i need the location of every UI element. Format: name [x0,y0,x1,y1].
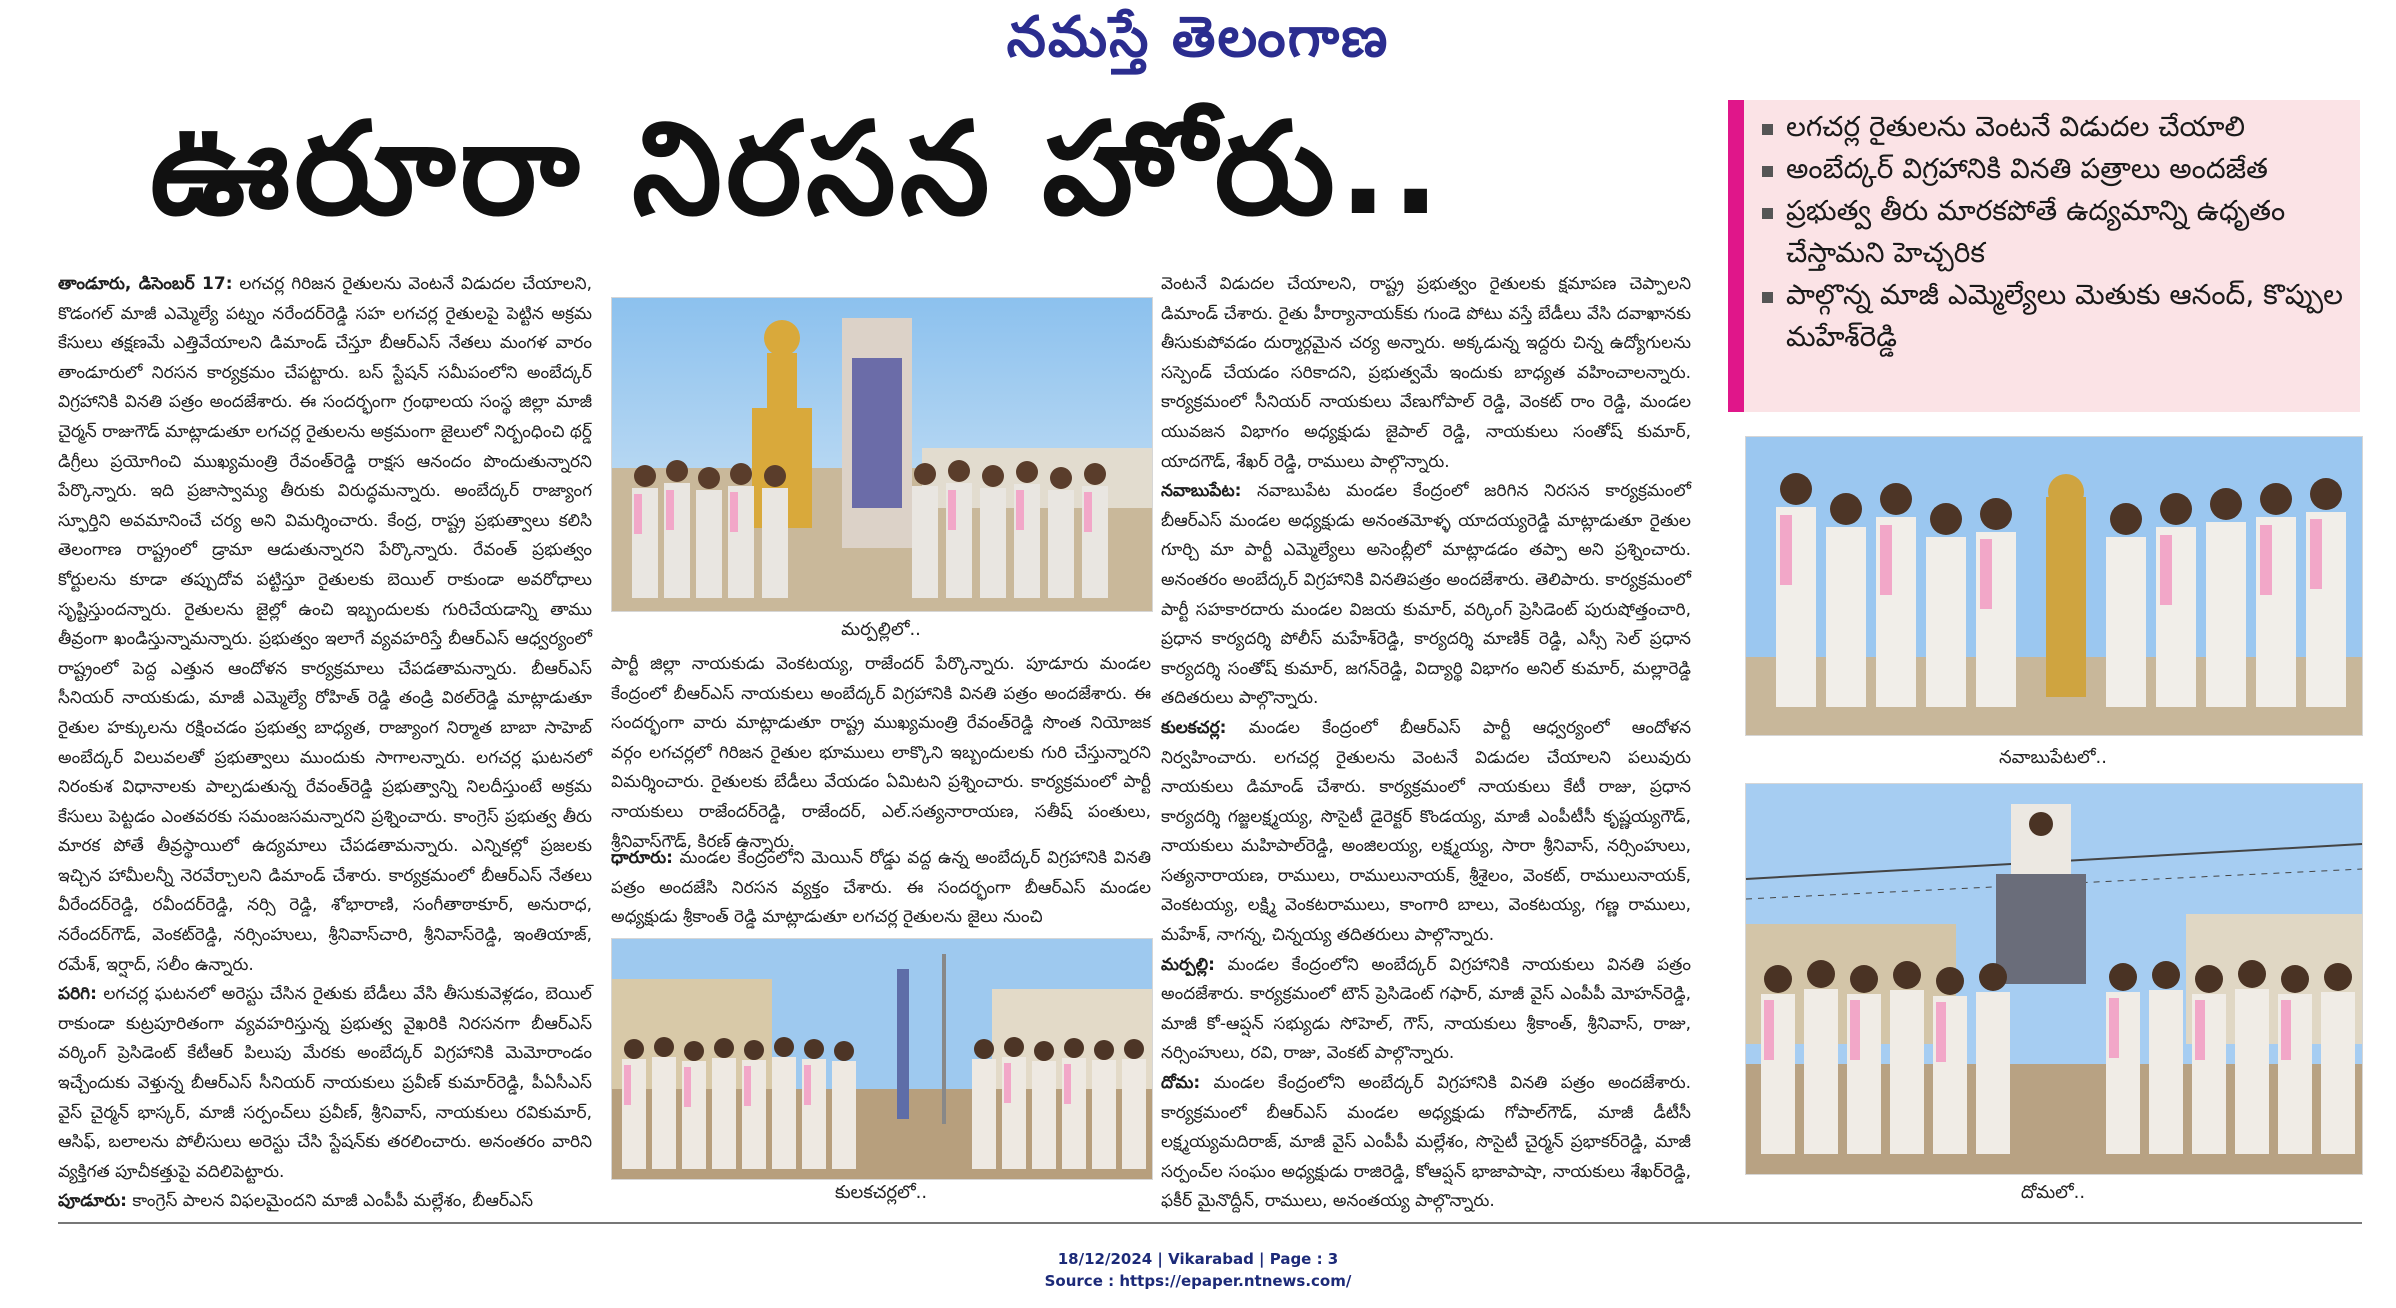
bottom-divider [58,1222,2362,1224]
photo-doma [1745,783,2363,1175]
paragraph-text: లగచర్ల ఘటనలో అరెస్టు చేసిన రైతుకు బేడీలు వేసి తీసుకువెళ్లడం, బెయిల్ రాకుండా కుట్రపూరితంగా వ్యవహరిస్తున్న ప్రభుత్వ వైఖరికి నిరసనగా బీఆర్ఎస్ వర్కింగ్ ప్రెసిడెంట్ కేటీఆర్ పిలుపు మేరకు అంబేద్కర్ విగ్రహానికి మెమోరాండం ఇచ్చేందుకు వెళ్తున్న బీఆర్ఎస్ సీనియర్ నాయకులు ప్రవీణ్ కుమార్‌రెడ్డి, పీఏసీఎస్ వైస్ చైర్మన్ భాస్కర్, మాజీ సర్పంచ్‌లు ప్రవీణ్, శ్రీనివాస్, నాయకులు రవికుమార్, ఆసిఫ్, బలాలను పోలీసులు అరెస్టు చేసి స్టేషన్‌కు తరలించారు. అనంతరం వారిని వ్యక్తిగత పూచీకత్తుపై వదిలిపెట్టారు. [58,984,592,1182]
paragraph-pudur-cont: పార్టీ జిల్లా నాయకుడు వెంకటయ్య, రాజేందర్ పేర్కొన్నారు. పూడూరు మండల కేంద్రంలో బీఆర్ఎస్ నాయకులు అంబేద్కర్ విగ్రహానికి వినతి పత్రం అందజేశారు. ఈ సందర్భంగా వారు మాట్లాడుతూ రాష్ట్ర ముఖ్యమంత్రి రేవంత్‌రెడ్డి సొంత నియోజక వర్గం లగచర్లలో గిరిజన రైతుల భూములు లాక్కొని ఇబ్బందులకు గురి చేస్తున్నారని విమర్శించారు. రైతులకు బేడీలు వేయడం ఏమిటని ప్రశ్నించారు. కార్యక్రమంలో పార్టీ నాయకులు రాజేందర్‌రెడ్డి, రాజేందర్, ఎల్.సత్యనారాయణ, సతీష్ పంతులు, శ్రీనివాస్‌గౌడ్, కిరణ్ ఉన్నారు. [611,654,1151,852]
highlights-box [1728,100,2360,412]
photo-caption: నవాబుపేటలో.. [1999,747,2107,768]
paragraph-text: నవాబుపేట మండల కేంద్రంలో జరిగిన నిరసన కార్యక్రమంలో బీఆర్ఎస్ మండల అధ్యక్షుడు అనంతమోళ్ళ యాదయ్యరెడ్డి మాట్లాడుతూ రైతుల గూర్చి మా పార్టీ ఎమ్మెల్యేలు అసెంబ్లీలో మాట్లాడడం తప్పా అని ప్రశ్నించారు. అనంతరం అంబేద్కర్ విగ్రహానికి వినతిపత్రం అందజేశారు. తెలిపారు. కార్యక్రమంలో పార్టీ సహకారదారు మండల విజయ కుమార్, వర్కింగ్ ప్రెసిడెంట్ పురుషోత్తంచారి, ప్రధాన కార్యదర్శి పోలీస్ మహేశ్‌రెడ్డి, కార్యదర్శి మాణిక్ రెడ్డి, ఎస్సీ సెల్ ప్రధాన కార్యదర్శి సంతోష్ కుమార్, జగన్‌రెడ్డి, విద్యార్థి విభాగం అనిల్ కుమార్, మల్లారెడ్డి తదితరులు పాల్గొన్నారు. [1161,481,1691,709]
paragraph-dharur-cont: వెంటనే విడుదల చేయాలని, రాష్ట్ర ప్రభుత్వం రైతులకు క్షమాపణ చెప్పాలని డిమాండ్ చేశారు. రైతు హీర్యానాయక్‌కు గుండె పోటు వస్తే బేడీలు వేసి దవాఖానకు తీసుకుపోవడం దుర్మార్గమైన చర్య అన్నారు. అక్కడున్న ఇద్దరు చిన్న ఉద్యోగులను సస్పెండ్ చేయడం సరికాదని, ప్రభుత్వమే ఇందుకు బాధ్యత వహించాలన్నారు. కార్యక్రమంలో సీనియర్ నాయకులు వేణుగోపాల్ రెడ్డి, వెంకట్ రాం రెడ్డి, మండల యువజన విభాగం అధ్యక్షుడు జైపాల్ రెడ్డి, నాయకులు సంతోష్ కుమార్, యాదగౌడ్, శేఖర్ రెడ్డి, రాములు పాల్గొన్నారు. [1161,274,1691,472]
dateline: కులకచర్ల: [1161,717,1227,738]
article-column-2-mid [611,844,1151,934]
headline: ఊరూరా నిరసన హోరు.. [150,95,1444,244]
paragraph-text: మండల కేంద్రంలో బీఆర్ఎస్ పార్టీ ఆధ్వర్యంలో ఆందోళన నిర్వహించారు. లగచర్ల రైతులను వెంటనే విడుదల చేయాలని పలువురు నాయకులు డిమాండ్ చేశారు. కార్యక్రమంలో నాయకులు కేటీ రాజు, ప్రధాన కార్యదర్శి గజ్జలక్ష్మయ్య, సొసైటీ డైరెక్టర్ కొండయ్య, మాజీ ఎంపీటీసీ కృష్ణయ్యగౌడ్, నాయకులు మహిపాల్‌రెడ్డి, అంజిలయ్య, లక్ష్మయ్య, సారా శ్రీనివాస్, నర్సింహులు, సత్యనారాయణ, రాములు, రాములునాయక్, శ్రీశైలం, వెంకట్, రాములునాయక్, వెంకటయ్య, లక్ష్మి వెంకటరాములు, కాంగారి బాలు, వెంకటయ్య, గణ్ణ రాములు, మహేశ్, నాగన్న, చిన్నయ్య తదితరులు పాల్గొన్నారు. [1161,717,1691,946]
masthead: నమస్తే తెలంగాణ [1006,4,1390,70]
photo-caption: దోమలో.. [2020,1182,2086,1203]
dateline: ధారూరు: [611,848,673,868]
paragraph-nawabpet [1161,477,1691,714]
group-photo-image [1746,784,2362,1174]
group-photo-image [612,939,1152,1179]
photo-marpalli [611,297,1153,612]
photo-nawabpet [1745,436,2363,736]
dateline: దోమ: [1161,1073,1201,1094]
paragraph-text: కాంగ్రెస్ పాలన విఫలమైందని మాజీ ఎంపీపీ మల్లేశం, బీఆర్ఎస్ [126,1191,534,1212]
dateline: పూడూరు: [58,1191,127,1212]
paragraph-tandur [58,270,592,980]
article-column-1 [58,270,592,1212]
paragraph-parigi [58,980,592,1187]
highlight-item: పాల్గొన్న మాజీ ఎమ్మెల్యేలు మెతుకు ఆనంద్, కొప్పుల మహేశ్‌రెడ్డి [1760,274,2344,358]
dateline: పరిగి: [58,984,97,1005]
group-photo-image [612,298,1152,611]
group-photo-image [1746,437,2362,735]
dateline: తాండూరు, డిసెంబర్ 17: [58,274,233,294]
paragraph-text: మండల కేంద్రంలోని అంబేద్కర్ విగ్రహానికి నాయకులు వినతి పత్రం అందజేశారు. కార్యక్రమంలో టౌన్ ప్రెసిడెంట్ గఫార్, మాజీ వైస్ ఎంపీపీ మోహన్‌రెడ్డి, మాజీ కో-ఆప్షన్ సభ్యుడు సోహెల్, గౌస్, నాయకులు శ్రీకాంత్, శ్రీనివాస్, రాజు, నర్సింహులు, రవి, రాజు, వెంకట్ పాల్గొన్నారు. [1161,954,1691,1064]
highlight-item: ప్రభుత్వ తీరు మారకపోతే ఉద్యమాన్ని ఉధృతం చేస్తామని హెచ్చరిక [1760,190,2344,274]
paragraph-marpalli [1161,951,1691,1069]
footer-date-edition: 18/12/2024 | Vikarabad | Page : 3 [1057,1250,1339,1268]
photo-caption: మర్పల్లిలో.. [841,619,921,640]
photo-kulakacharla [611,938,1153,1180]
article-column-3 [1161,270,1691,1212]
dateline: మర్పల్లి: [1161,954,1215,975]
highlights-list [1760,106,2344,358]
footer-source: Source : https://epaper.ntnews.com/ [1044,1272,1352,1290]
highlight-item: అంబేద్కర్ విగ్రహానికి వినతి పత్రాలు అందజేత [1760,148,2344,190]
paragraph-doma [1161,1069,1691,1217]
paragraph-text: మండల కేంద్రంలోని మెయిన్ రోడ్డు వద్ద ఉన్న అంబేద్కర్ విగ్రహానికి వినతి పత్రం అందజేసి నిరసన వ్యక్తం చేశారు. ఈ సందర్భంగా బీఆర్ఎస్ మండల అధ్యక్షుడు శ్రీకాంత్ రెడ్డి మాట్లాడుతూ లగచర్ల రైతులను జైలు నుంచి [611,848,1151,928]
paragraph-pudur [58,1187,592,1217]
photo-caption: కులకచర్లలో.. [834,1182,928,1203]
dateline: నవాబుపేట: [1161,481,1242,502]
paragraph-text: లగచర్ల గిరిజన రైతులను వెంటనే విడుదల చేయాలని, కొడంగల్ మాజీ ఎమ్మెల్యే పట్నం నరేందర్‌రెడ్డి సహ లగచర్ల రైతులపై పెట్టిన అక్రమ కేసులు తక్షణమే ఎత్తివేయాలని డిమాండ్ చేస్తూ బీఆర్ఎస్ నేతలు మంగళ వారం తాండూరులో నిరసన కార్యక్రమం చేపట్టారు. బస్ స్టేషన్ సమీపంలోని అంబేద్కర్ విగ్రహానికి వినతి పత్రం అందజేశారు. ఈ సందర్భంగా గ్రంథాలయ సంస్థ జిల్లా మాజీ చైర్మన్ రాజుగౌడ్ మాట్లాడుతూ లగచర్ల రైతులను అక్రమంగా జైలులో నిర్బంధించి థర్డ్ డిగ్రీలు ప్రయోగించి ముఖ్యమంత్రి రేవంత్‌రెడ్డి రాక్షస ఆనందం పొందుతున్నారని పేర్కొన్నారు. ఇది ప్రజాస్వామ్య తీరుకు విరుద్ధమన్నారు. అంబేద్కర్ రాజ్యాంగ స్ఫూర్తిని అవమానించే చర్య అని విమర్శించారు. కేంద్ర, రాష్ట్ర ప్రభుత్వాలు కలిసి తెలంగాణ రాష్ట్రంలో డ్రామా ఆడుతున్నారని పేర్కొన్నారు. రేవంత్ ప్రభుత్వం కోర్టులను కూడా తప్పుదోవ పట్టిస్తూ రైతులకు బెయిల్ రాకుండా అవరోధాలు సృష్టిస్తుందన్నారు. రైతులను జైల్లో ఉంచి ఇబ్బందులకు గురిచేయడాన్ని తాము తీవ్రంగా ఖండిస్తున్నామన్నారు. ప్రభుత్వం ఇలాగే వ్యవహరిస్తే బీఆర్ఎస్ ఆధ్వర్యంలో రాష్ట్రంలో పెద్ద ఎత్తున ఆందోళన కార్యక్రమాలు చేపడతామన్నారు. బీఆర్ఎస్ సీనియర్ నాయకుడు, మాజీ ఎమ్మెల్యే రోహిత్ రెడ్డి తండ్రి విఠల్‌రెడ్డి మాట్లాడుతూ రైతుల హక్కులను రక్షించడం ప్రభుత్వ బాధ్యత, రాజ్యాంగ నిర్మాత బాబా సాహెబ్ అంబేద్కర్ విలువలతో ప్రభుత్వాలు ముందుకు సాగాలన్నారు. లగచర్ల ఘటనలో నిరంకుశ విధానాలకు పాల్పడుతున్న రేవంత్‌రెడ్డి ప్రభుత్వాన్ని నిలదీస్తుంటే అక్రమ కేసులు పెట్టడం ఎంతవరకు సమంజసమన్నారని ప్రశ్నించారు. కాంగ్రెస్ ప్రభుత్వ తీరు మారక పోతే తీవ్రస్థాయిలో ఉద్యమాలు చేపడతామన్నారు. ఎన్నికల్లో ప్రజలకు ఇచ్చిన హామీలన్నీ నెరవేర్చాలని డిమాండ్ చేశారు. కార్యక్రమంలో బీఆర్ఎస్ నేతలు వీరేందర్‌రెడ్డి, రవీందర్‌రెడ్డి, నర్సి రెడ్డి, శోభారాణి, సంగీతాఠాకూర్, అనురాధ, నరేందర్‌గౌడ్, వెంకట్‌రెడ్డి, నర్సింహులు, శ్రీనివాస్‌చారి, శ్రీనివాస్‌రెడ్డి, ఇంతియాజ్, రమేశ్, ఇర్షాద్, సలీం ఉన్నారు. [58,274,592,975]
paragraph-text: మండల కేంద్రంలోని అంబేద్కర్ విగ్రహానికి వినతి పత్రం అందజేశారు. కార్యక్రమంలో బీఆర్ఎస్ మండల అధ్యక్షుడు గోపాల్‌గౌడ్, మాజీ డీటీసీ లక్ష్మయ్యమదిరాజ్, మాజీ వైస్ ఎంపీపీ మల్లేశం, సొసైటీ చైర్మన్ ప్రభాకర్‌రెడ్డి, మాజీ సర్పంచ్‌ల సంఘం అధ్యక్షుడు రాజిరెడ్డి, కోఆప్షన్ భాజాపాషా, నాయకులు శేఖర్‌రెడ్డి, ఫకీర్ మైనొద్దీన్, రాములు, అనంతయ్య పాల్గొన్నారు. [1161,1073,1691,1212]
paragraph-dharur [611,844,1151,933]
highlight-item: లగచర్ల రైతులను వెంటనే విడుదల చేయాలి [1760,106,2344,148]
paragraph-kulakacharla [1161,714,1691,951]
